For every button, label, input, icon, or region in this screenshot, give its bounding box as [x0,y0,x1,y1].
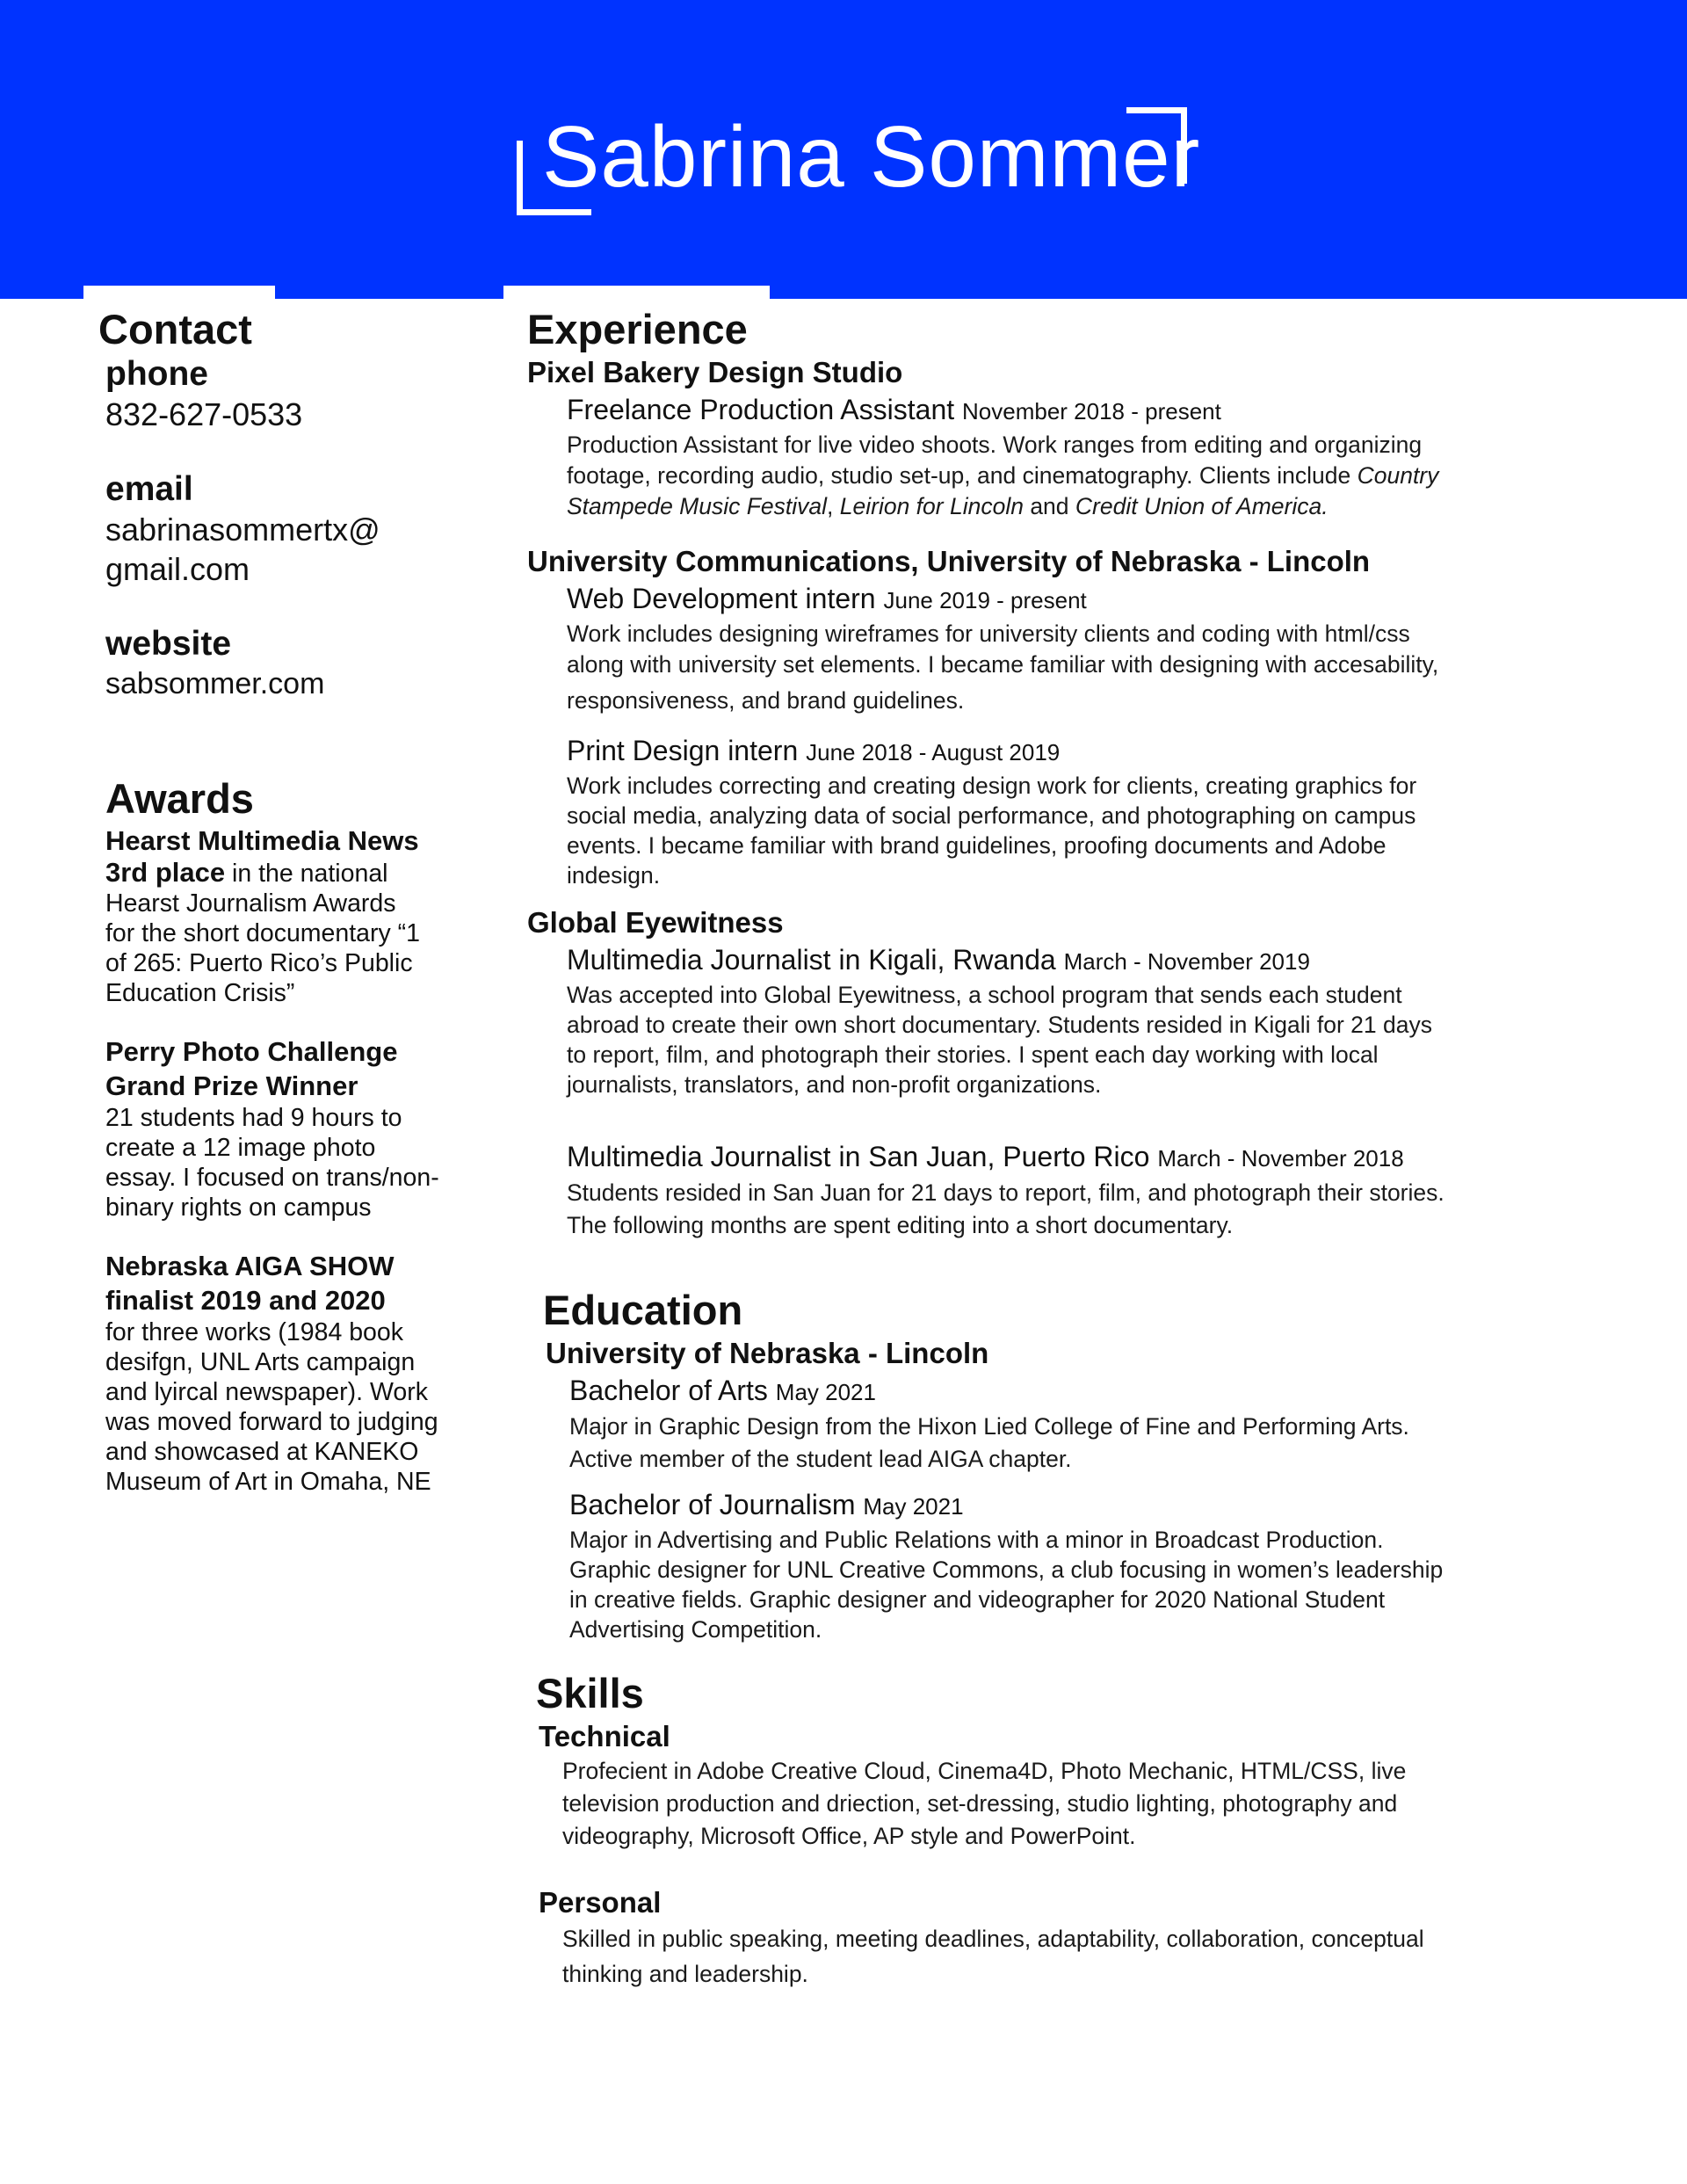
role-desc-line: responsiveness, and brand guidelines. [567,687,965,714]
skill-group-title: Personal [539,1886,662,1919]
role-line [567,391,1538,430]
award-text-line: for the short documentary “1 [105,919,421,947]
award-text-line: Education Crisis” [105,979,295,1007]
skill-group-title: Technical [539,1720,670,1752]
award-title: Hearst Multimedia News [105,825,419,856]
role-desc-line: events. I became familiar with brand guidelines, proofing documents and Adobe [567,832,1387,859]
award-text-line: binary rights on campus [105,1194,372,1222]
phone-value[interactable]: 832-627-0533 [105,396,303,432]
org-name: University Communications, University of Nebraska - Lincoln [527,545,1371,577]
award-lead-rest: in the national [225,860,388,888]
role-title: Print Design intern [567,735,799,766]
left-column-tab-notch [83,286,275,303]
role-desc-line: The following months are spent editing into a short documentary. [567,1212,1234,1238]
experience-heading: Experience [527,306,748,352]
contact-email [105,469,485,589]
skill-line: television production and driection, set-dressing, studio lighting, photography and [562,1790,1398,1817]
education-section [543,1286,1538,1644]
award-item [105,1034,485,1223]
role-desc-line: indesign. [567,862,661,889]
desc-text: footage, recording audio, studio set-up, and cinematography. Clients include [567,462,1358,489]
degree-line [569,1486,1538,1525]
degree-line [569,1372,1538,1411]
contact-phone [105,354,485,434]
degree-desc-line: Active member of the student lead AIGA chapter. [569,1446,1072,1472]
client-name: Country [1357,462,1439,489]
degree-desc-line: Major in Graphic Design from the Hixon Lied College of Fine and Performing Arts. [569,1413,1409,1440]
role-line [567,580,1538,619]
skills-section [536,1669,1538,1992]
resume-name: Sabrina Sommer [542,108,1201,205]
award-text-line: Hearst Journalism Awards [105,889,396,918]
experience-org [527,904,1538,1242]
award-text-line: of 265: Puerto Rico’s Public [105,949,413,977]
education-heading: Education [543,1287,743,1333]
award-lead-line [105,858,485,889]
client-name: Stampede Music Festival [567,493,828,519]
award-text-line: for three works (1984 book [105,1318,404,1346]
role-desc-line: Students resided in San Juan for 21 days to report, film, and photograph their stories. [567,1179,1444,1206]
contact-website [105,624,485,704]
role-desc-line [567,461,1538,491]
degree-date: May 2021 [775,1379,876,1405]
degree-desc-line: Advertising Competition. [569,1616,822,1643]
award-title: finalist 2019 and 2020 [105,1285,386,1316]
award-text-line: create a 12 image photo [105,1134,376,1162]
website-label: website [105,625,232,663]
skill-line: Profecient in Adobe Creative Cloud, Cinema4D, Photo Mechanic, HTML/CSS, live [562,1758,1407,1784]
degree-desc-line: Major in Advertising and Public Relations with a minor in Broadcast Production. [569,1527,1384,1553]
desc-text: , [827,493,840,519]
award-title: Grand Prize Winner [105,1070,358,1101]
role-date: November 2018 - present [962,398,1221,424]
award-placement: 3rd place [105,857,226,888]
role-desc-line: journalists, translators, and non-profit organizations. [567,1071,1102,1098]
role-desc-line: to report, film, and photograph their stories. I spent each day working with local [567,1041,1379,1068]
role-desc-line [567,491,1538,522]
email-value-line-1[interactable]: sabrinasommertx@ [105,512,380,548]
role-title: Multimedia Journalist in San Juan, Puerto Rico [567,1141,1150,1172]
award-text-line: desifgn, UNL Arts campaign [105,1348,416,1376]
desc-text: and [1023,493,1075,519]
experience-org [527,354,1538,522]
skills-heading: Skills [536,1670,644,1716]
award-text-line: essay. I focused on trans/non- [105,1164,439,1192]
degree-title: Bachelor of Journalism [569,1489,856,1520]
role-line [567,1138,1538,1177]
website-value[interactable]: sabsommer.com [105,667,325,700]
contact-heading: Contact [98,306,252,352]
client-name: Credit Union of America. [1075,493,1329,519]
award-item [105,1249,485,1497]
award-text-line: 21 students had 9 hours to [105,1104,402,1132]
role-desc-line: Was accepted into Global Eyewitness, a school program that sends each student [567,982,1402,1008]
skill-line: videography, Microsoft Office, AP style and PowerPoint. [562,1823,1136,1849]
role-line [567,732,1538,771]
role-desc-line: Production Assistant for live video shoots. Work ranges from editing and organizing [567,432,1423,458]
org-name: Global Eyewitness [527,906,784,939]
degree-desc-line: Graphic designer for UNL Creative Commons, a club focusing in women’s leadership [569,1556,1444,1583]
role-title: Web Development intern [567,583,876,614]
right-column-tab-notch [503,286,770,303]
phone-label: phone [105,355,208,393]
role-date: June 2018 - August 2019 [806,739,1061,765]
role-date: March - November 2018 [1157,1145,1404,1172]
award-text-line: Museum of Art in Omaha, NE [105,1468,431,1496]
role-date: June 2019 - present [883,587,1087,613]
awards-heading: Awards [105,775,254,822]
degree-desc-line: in creative fields. Graphic designer and videographer for 2020 National Student [569,1586,1386,1613]
role-title: Multimedia Journalist in Kigali, Rwanda [567,944,1056,976]
award-text-line: and showcased at KANEKO [105,1438,419,1466]
experience-org [527,543,1538,890]
school-name: University of Nebraska - Lincoln [546,1337,989,1369]
role-line [567,941,1538,980]
client-name: Leirion for Lincoln [839,493,1024,519]
role-title: Freelance Production Assistant [567,394,955,425]
award-title: Nebraska AIGA SHOW [105,1251,395,1281]
award-text-line: and lyircal newspaper). Work [105,1378,428,1406]
role-desc-line: abroad to create their own short documentary. Students resided in Kigali for 21 days [567,1012,1432,1038]
award-text-line: was moved forward to judging [105,1408,438,1436]
email-value-line-2[interactable]: gmail.com [105,551,250,587]
right-column [527,303,1538,1992]
degree-date: May 2021 [863,1493,964,1520]
award-title: Perry Photo Challenge [105,1036,398,1067]
skill-line: Skilled in public speaking, meeting deadlines, adaptability, collaboration, conceptual [562,1926,1424,1952]
role-date: March - November 2019 [1063,948,1310,975]
award-item [105,824,485,1008]
skill-line: thinking and leadership. [562,1961,808,1987]
awards-section [105,774,485,1497]
role-desc-line: social media, analyzing data of social performance, and photographing on campus [567,802,1416,829]
org-name: Pixel Bakery Design Studio [527,356,903,388]
role-desc-line: along with university set elements. I became familiar with designing with accesability, [567,651,1439,678]
email-label: email [105,470,193,508]
degree-title: Bachelor of Arts [569,1375,768,1406]
role-desc-line: Work includes designing wireframes for university clients and coding with html/css [567,620,1410,647]
role-desc-line: Work includes correcting and creating design work for clients, creating graphics for [567,773,1417,799]
left-column [98,303,485,1497]
